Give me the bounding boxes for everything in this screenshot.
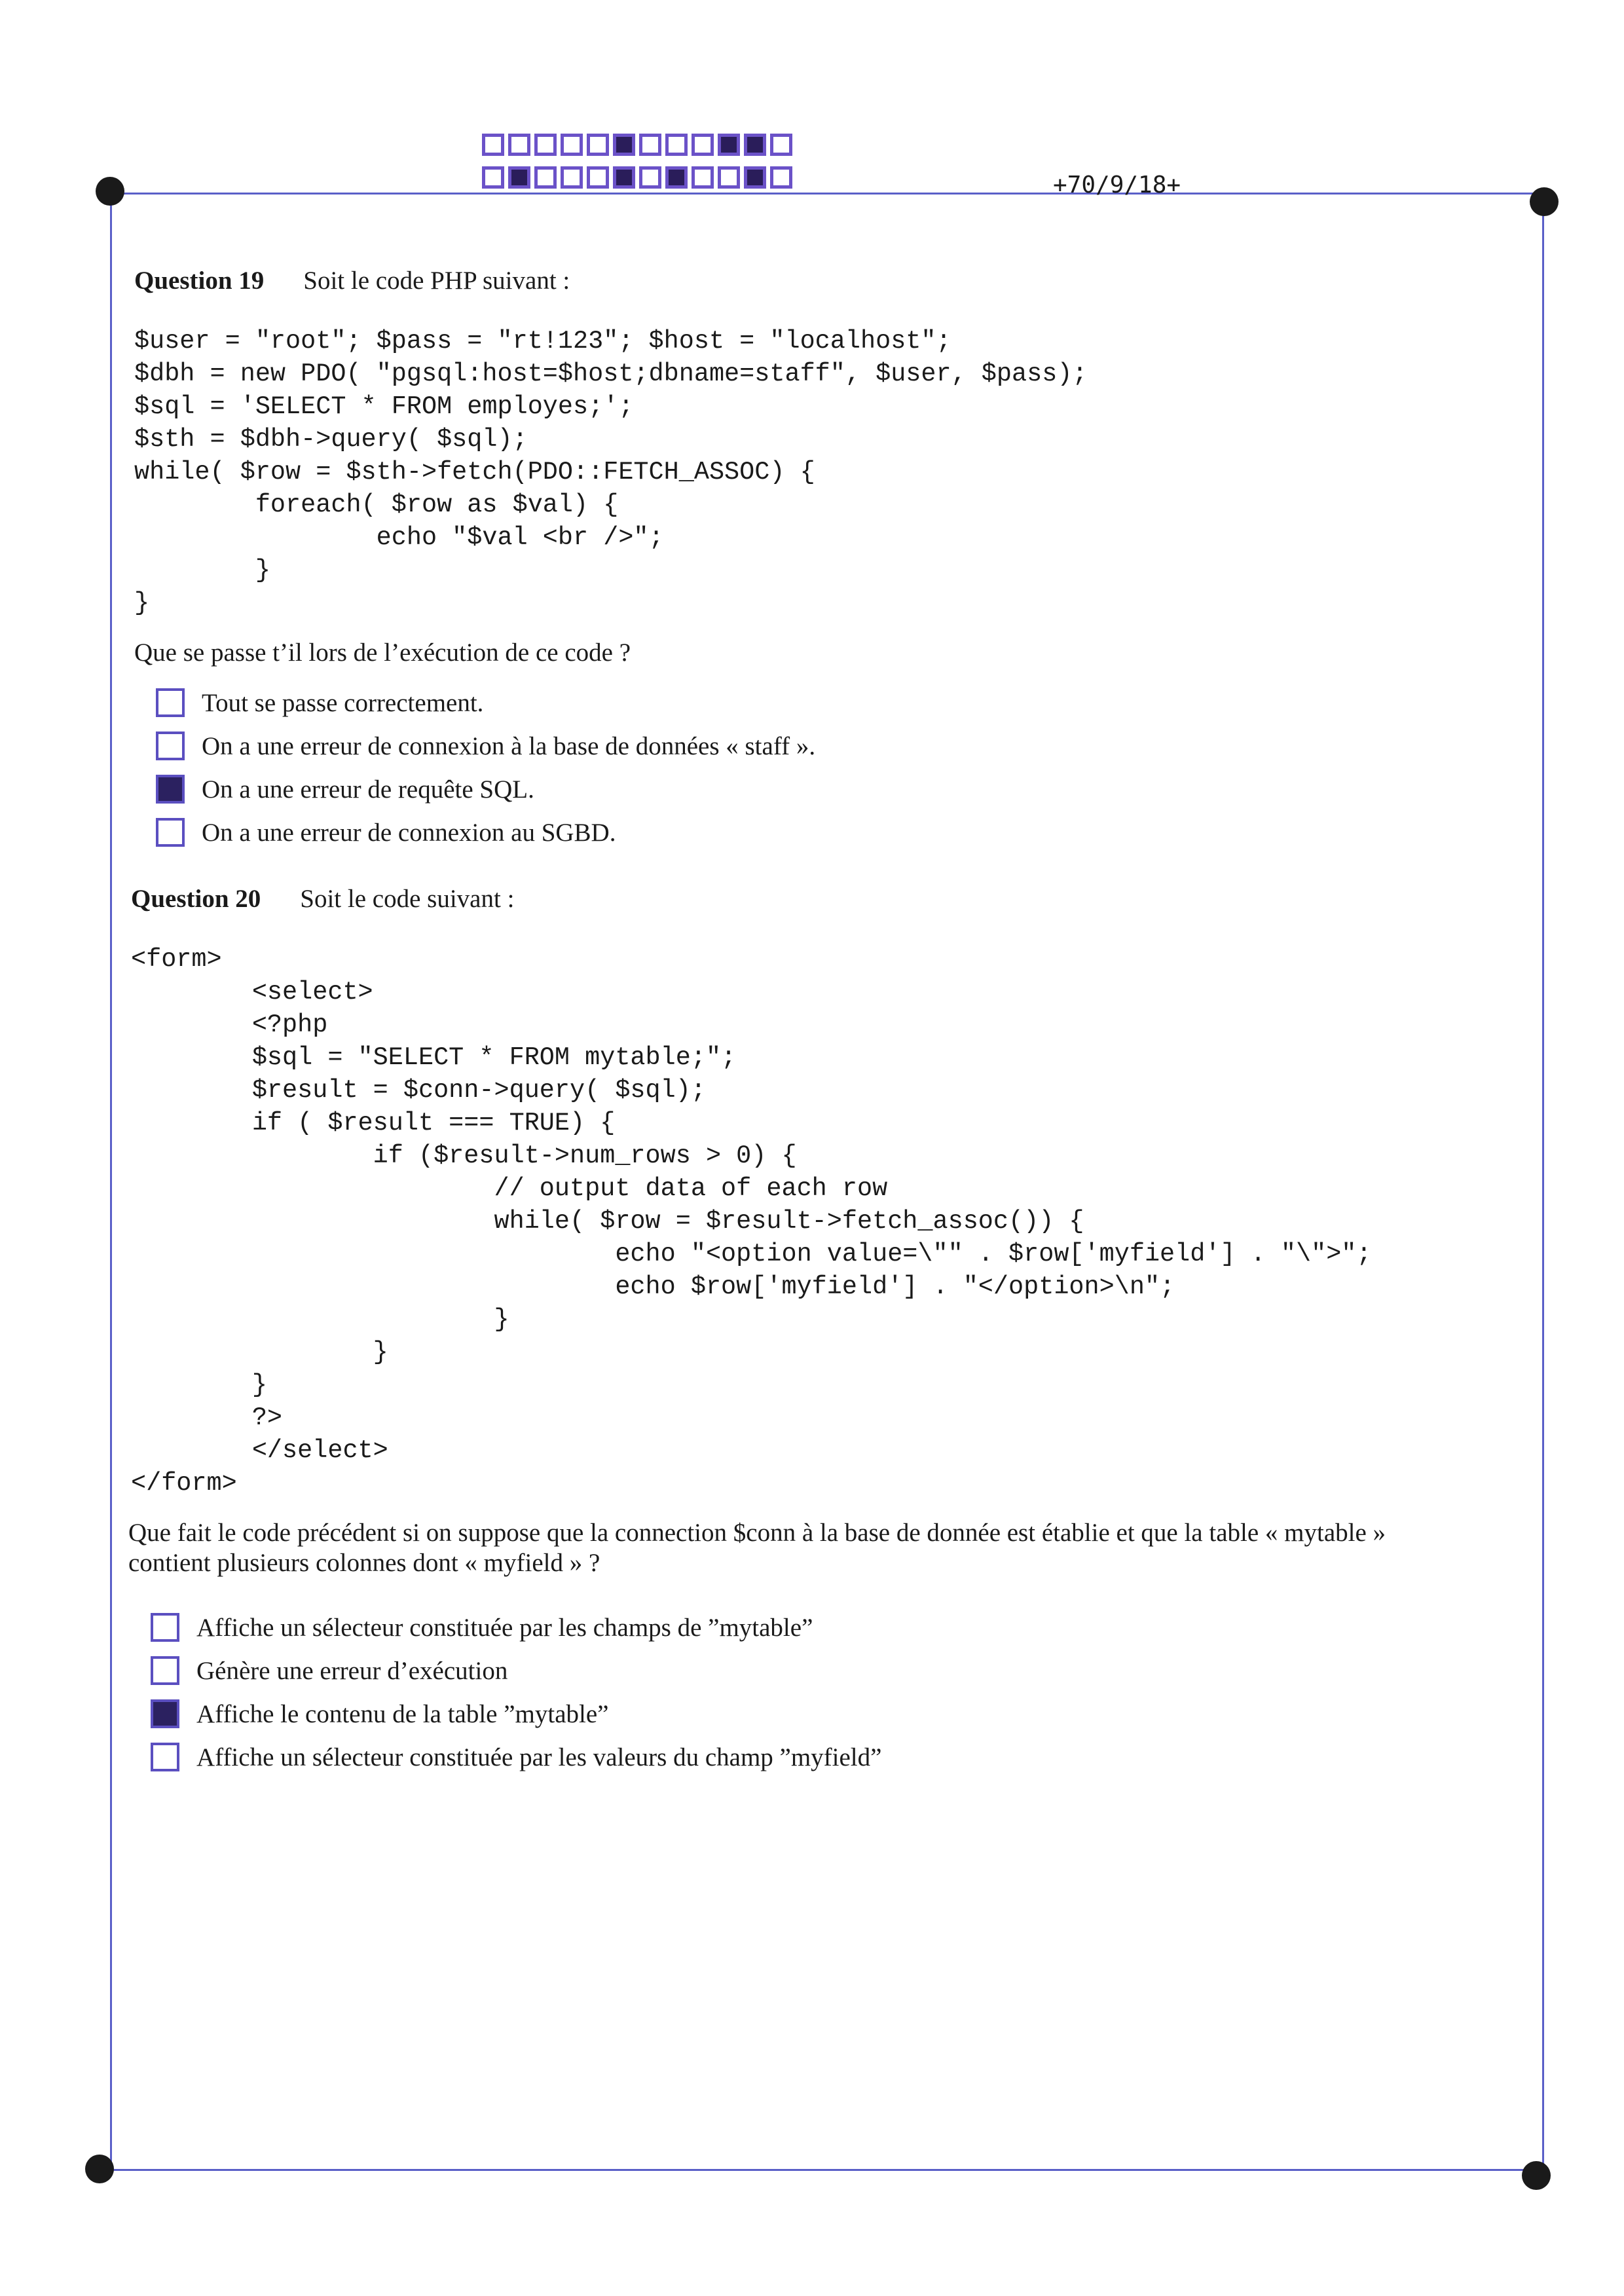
page-identifier: +70/9/18+ xyxy=(1053,172,1181,198)
answer-label: On a une erreur de connexion au SGBD. xyxy=(202,818,616,847)
barcode-box xyxy=(770,134,792,156)
barcode-box xyxy=(744,134,766,156)
answer-option[interactable] xyxy=(151,1692,881,1735)
code-line: <select> xyxy=(131,978,373,1007)
answer-option[interactable] xyxy=(156,681,815,724)
question-19-number: Question 19 xyxy=(134,267,265,295)
question-20-code-block xyxy=(131,943,1372,1500)
frame-top-line xyxy=(110,193,1544,194)
code-line: while( $row = $result->fetch_assoc()) { xyxy=(131,1207,1084,1236)
barcode-box xyxy=(639,134,661,156)
barcode-box xyxy=(534,166,557,189)
barcode-box xyxy=(770,166,792,189)
answer-option[interactable] xyxy=(151,1735,881,1779)
answer-label: On a une erreur de connexion à la base de données « staff ». xyxy=(202,731,816,760)
question-20-number: Question 20 xyxy=(131,885,261,913)
barcode-box xyxy=(665,134,688,156)
frame-bottom-line xyxy=(98,2169,1539,2171)
question-20-prompt-line-1: Que fait le code précédent si on suppose que la connection $conn à la base de donnée est établie et que la table « mytable » xyxy=(128,1519,1386,1547)
barcode-box xyxy=(482,134,504,156)
barcode-box xyxy=(718,134,740,156)
answer-option[interactable] xyxy=(156,768,815,811)
question-19-code-block xyxy=(134,325,1088,620)
code-line: </form> xyxy=(131,1469,237,1498)
answer-option[interactable] xyxy=(156,724,815,768)
code-line: if ( $result === TRUE) { xyxy=(131,1109,616,1138)
barcode-box xyxy=(561,134,583,156)
question-19-text: Soit le code PHP suivant : xyxy=(303,267,570,295)
code-line: $sth = $dbh->query( $sql); xyxy=(134,425,528,454)
code-line: foreach( $row as $val) { xyxy=(134,491,619,519)
question-20-text: Soit le code suivant : xyxy=(300,885,515,913)
barcode-box xyxy=(613,134,635,156)
barcode-row-1 xyxy=(482,134,796,156)
barcode-box xyxy=(744,166,766,189)
code-line: $sql = "SELECT * FROM mytable;"; xyxy=(131,1043,737,1072)
corner-mark-bottom-right xyxy=(1522,2161,1551,2190)
frame-right-line xyxy=(1542,196,1544,2174)
checkbox[interactable] xyxy=(151,1743,179,1771)
code-line: if ($result->num_rows > 0) { xyxy=(131,1141,797,1170)
barcode-box xyxy=(534,134,557,156)
code-line: echo $row['myfield'] . "</option>\n"; xyxy=(131,1272,1175,1301)
code-line: // output data of each row xyxy=(131,1174,888,1203)
question-19-header xyxy=(134,266,570,295)
code-line: </select> xyxy=(131,1436,388,1465)
answer-label: Affiche un sélecteur constituée par les valeurs du champ ”myfield” xyxy=(196,1743,882,1771)
answer-label: On a une erreur de requête SQL. xyxy=(202,775,534,804)
barcode-box xyxy=(692,134,714,156)
answer-label: Génère une erreur d’exécution xyxy=(196,1656,508,1685)
checkbox[interactable] xyxy=(156,731,185,760)
code-line: } xyxy=(134,556,270,585)
question-20-header xyxy=(131,884,514,914)
question-19-answers xyxy=(156,681,815,854)
code-line: } xyxy=(131,1338,388,1367)
barcode-box xyxy=(692,166,714,189)
barcode-box xyxy=(639,166,661,189)
barcode-box xyxy=(613,166,635,189)
barcode-box xyxy=(508,166,530,189)
answer-label: Affiche un sélecteur constituée par les champs de ”mytable” xyxy=(196,1613,813,1642)
code-line: } xyxy=(134,589,150,618)
answer-option[interactable] xyxy=(151,1649,881,1692)
barcode-row-2 xyxy=(482,166,796,189)
code-line: <form> xyxy=(131,945,222,974)
checkbox-checked[interactable] xyxy=(156,775,185,804)
code-line: $result = $conn->query( $sql); xyxy=(131,1076,706,1105)
code-line: echo "$val <br />"; xyxy=(134,523,664,552)
checkbox[interactable] xyxy=(151,1656,179,1685)
corner-mark-bottom-left xyxy=(85,2155,114,2183)
code-line: <?php xyxy=(131,1010,328,1039)
question-20-prompt xyxy=(128,1518,1386,1578)
code-line: echo "<option value=\"" . $row['myfield'] . "\">"; xyxy=(131,1240,1372,1268)
barcode-box xyxy=(587,166,609,189)
code-line: $user = "root"; $pass = "rt!123"; $host = "localhost"; xyxy=(134,327,951,356)
answer-option[interactable] xyxy=(151,1606,881,1649)
code-line: while( $row = $sth->fetch(PDO::FETCH_ASSOC) { xyxy=(134,458,815,487)
barcode-box xyxy=(508,134,530,156)
code-line: } xyxy=(131,1371,267,1399)
question-19-prompt: Que se passe t’il lors de l’exécution de ce code ? xyxy=(134,639,631,667)
question-20-prompt-line-2: contient plusieurs colonnes dont « myfield » ? xyxy=(128,1549,600,1577)
checkbox-checked[interactable] xyxy=(151,1699,179,1728)
checkbox[interactable] xyxy=(151,1613,179,1642)
checkbox[interactable] xyxy=(156,818,185,847)
code-line: $sql = 'SELECT * FROM employes;'; xyxy=(134,392,634,421)
corner-mark-top-right xyxy=(1530,187,1559,216)
code-line: $dbh = new PDO( "pgsql:host=$host;dbname=staff", $user, $pass); xyxy=(134,360,1088,388)
answer-option[interactable] xyxy=(156,811,815,854)
barcode-box xyxy=(561,166,583,189)
barcode-box xyxy=(718,166,740,189)
frame-left-line xyxy=(110,193,112,2170)
corner-mark-top-left xyxy=(96,177,124,206)
barcode-box xyxy=(587,134,609,156)
code-line: ?> xyxy=(131,1403,283,1432)
answer-label: Affiche le contenu de la table ”mytable” xyxy=(196,1699,609,1728)
code-line: } xyxy=(131,1305,509,1334)
answer-label: Tout se passe correctement. xyxy=(202,688,484,717)
barcode-box xyxy=(665,166,688,189)
question-20-answers xyxy=(151,1606,881,1779)
barcode-box xyxy=(482,166,504,189)
checkbox[interactable] xyxy=(156,688,185,717)
